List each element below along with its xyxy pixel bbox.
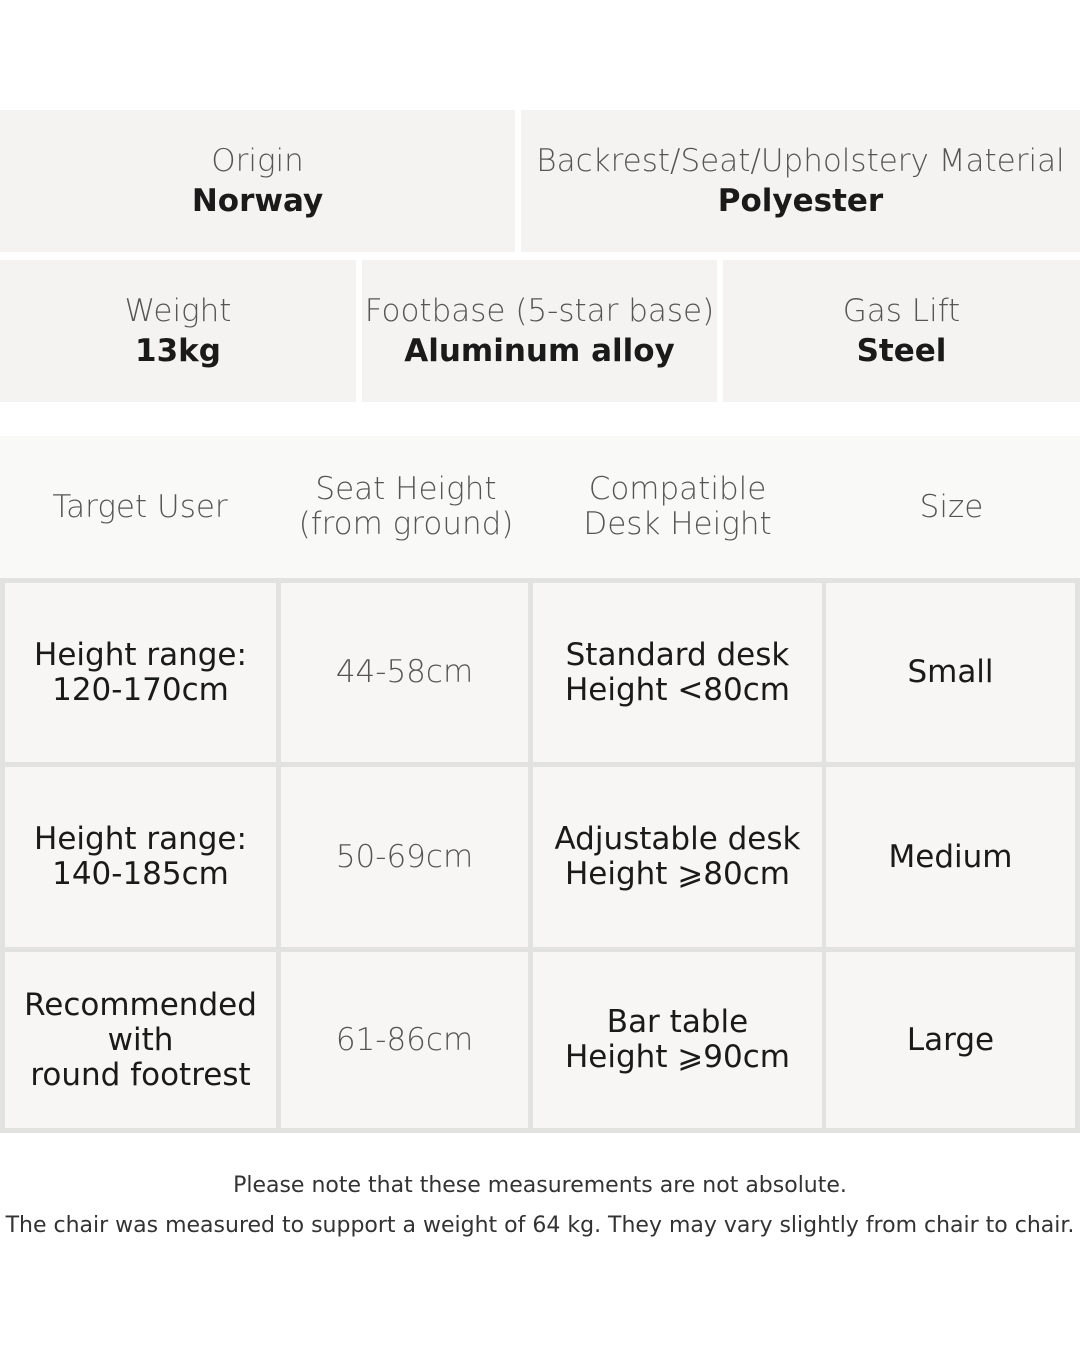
table-cell-target-user: Height range: 140-185cm [5, 767, 276, 947]
table-cell-seat-height: 44-58cm [281, 583, 528, 762]
spec-gas-lift [723, 260, 1080, 402]
spec-origin-label: Origin [211, 143, 304, 179]
spec-origin [0, 110, 515, 252]
header-desk-height: Compatible Desk Height [583, 471, 772, 542]
spec-weight [0, 260, 356, 402]
note-line-2: The chair was measured to support a weight of 64 kg. They may vary slightly from chair to chair. [5, 1213, 1075, 1238]
spec-footbase-value: Aluminum alloy [404, 333, 675, 369]
header-seat-height: Seat Height (from ground) [298, 471, 514, 542]
spec-gas-lift-label: Gas Lift [842, 293, 961, 329]
spec-weight-label: Weight [124, 293, 232, 329]
table-cell-seat-height: 50-69cm [281, 767, 528, 947]
spec-origin-value: Norway [191, 183, 324, 219]
table-cell-size: Large [826, 952, 1075, 1128]
header-size: Size [919, 488, 984, 525]
spec-material-value: Polyester [717, 183, 884, 219]
size-table-header [0, 436, 1080, 578]
table-cell-desk-height: Standard desk Height <80cm [533, 583, 822, 762]
header-target-user: Target User [52, 488, 228, 525]
size-table [0, 578, 1080, 1133]
spec-gas-lift-value: Steel [856, 333, 947, 369]
table-cell-target-user: Height range: 120-170cm [5, 583, 276, 762]
spec-material [521, 110, 1080, 252]
spec-material-label: Backrest/Seat/Upholstery Material [536, 143, 1065, 179]
note-line-1: Please note that these measurements are not absolute. [233, 1173, 847, 1198]
spec-footbase [362, 260, 717, 402]
spec-weight-value: 13kg [135, 333, 221, 369]
spec-footbase-label: Footbase (5-star base) [364, 293, 715, 329]
table-cell-desk-height: Bar table Height ⩾90cm [533, 952, 822, 1128]
table-cell-seat-height: 61-86cm [281, 952, 528, 1128]
table-cell-size: Medium [826, 767, 1075, 947]
table-cell-desk-height: Adjustable desk Height ⩾80cm [533, 767, 822, 947]
table-cell-size: Small [826, 583, 1075, 762]
table-cell-target-user: Recommended with round footrest [5, 952, 276, 1128]
